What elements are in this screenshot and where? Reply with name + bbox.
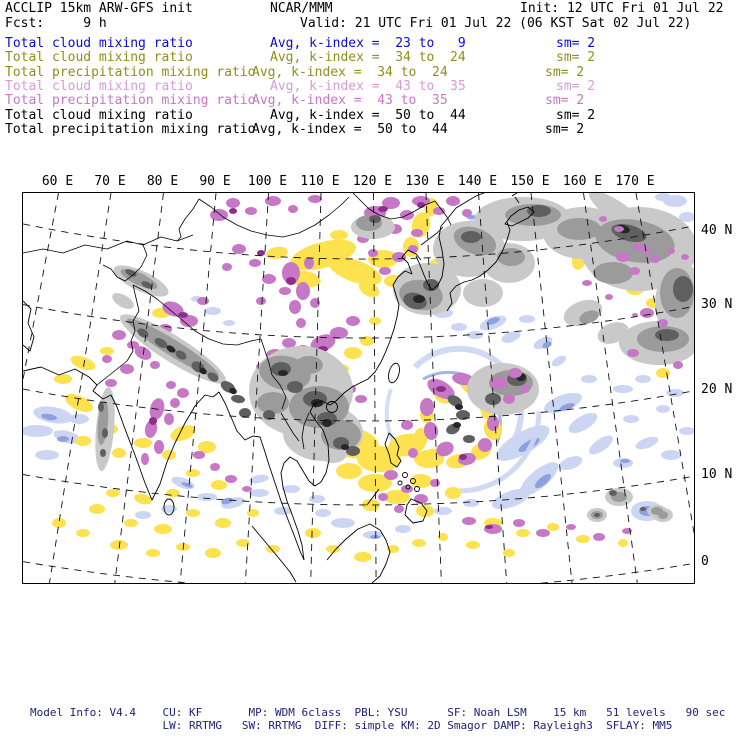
lat-label: 0 — [701, 554, 709, 569]
lon-label: 90 E — [199, 174, 231, 189]
k-index-stat: Avg, k-index = 50 to 44 — [270, 108, 466, 123]
weather-map — [22, 192, 695, 584]
k-index-stat: Avg, k-index = 34 to 24 — [252, 65, 448, 80]
legend-row — [0, 51, 740, 65]
lon-label: 170 E — [615, 174, 655, 189]
lon-label: 80 E — [146, 174, 179, 189]
lat-label: 20 N — [701, 382, 733, 397]
legend-row — [0, 37, 740, 51]
lon-label: 70 E — [94, 174, 126, 189]
k-index-stat: Avg, k-index = 43 to 35 — [252, 93, 448, 108]
legend-row — [0, 109, 740, 123]
lat-label: 30 N — [701, 297, 733, 312]
k-index-stat: Avg, k-index = 43 to 35 — [270, 79, 466, 94]
lon-label: 160 E — [562, 174, 603, 189]
k-index-stat: Avg, k-index = 34 to 24 — [270, 50, 466, 65]
field-label: Total cloud mixing ratio — [5, 36, 193, 51]
field-label: Total precipitation mixing ratio — [5, 65, 256, 80]
center-name: NCAR/MMM — [270, 1, 333, 16]
lon-label: 130 E — [405, 174, 445, 189]
lat-label: 10 N — [701, 467, 733, 482]
legend-row — [0, 123, 740, 137]
legend-row — [0, 80, 740, 94]
field-label: Total cloud mixing ratio — [5, 108, 193, 123]
legend-row — [0, 94, 740, 108]
smoothing-value: sm= 2 — [556, 50, 596, 65]
legend-row — [0, 66, 740, 80]
smoothing-value: sm= 2 — [556, 108, 596, 123]
model-title: ACCLIP 15km ARW-GFS init — [5, 1, 193, 16]
lon-label: 140 E — [457, 174, 498, 189]
model-info-line1: Model Info: V4.4 CU: KF MP: WDM 6class PBL: YSU SF: Noah LSM 15 km 51 levels 90 sec — [30, 706, 726, 719]
model-info-line2: LW: RRTMG SW: RRTMG DIFF: simple KM: 2D Smagor DAMP: Rayleigh3 SFLAY: MM5 — [30, 719, 673, 732]
smoothing-value: sm= 2 — [545, 122, 585, 137]
field-label: Total cloud mixing ratio — [5, 79, 193, 94]
lon-label: 120 E — [352, 174, 393, 189]
field-label: Total cloud mixing ratio — [5, 50, 193, 65]
smoothing-value: sm= 2 — [556, 79, 596, 94]
forecast-hour: Fcst: 9 h — [5, 16, 107, 31]
field-label: Total precipitation mixing ratio — [5, 93, 256, 108]
smoothing-value: sm= 2 — [545, 65, 585, 80]
smoothing-value: sm= 2 — [556, 36, 596, 51]
smoothing-value: sm= 2 — [545, 93, 585, 108]
k-index-stat: Avg, k-index = 23 to 9 — [270, 36, 466, 51]
valid-time: Valid: 21 UTC Fri 01 Jul 22 (06 KST Sat 02 Jul 22) — [300, 16, 692, 31]
lat-label: 40 N — [701, 223, 733, 238]
init-time: Init: 12 UTC Fri 01 Jul 22 — [520, 1, 724, 16]
weather-map-svg — [23, 193, 694, 583]
lon-label: 100 E — [247, 174, 288, 189]
lon-label: 110 E — [300, 174, 340, 189]
k-index-stat: Avg, k-index = 50 to 44 — [252, 122, 448, 137]
lon-label: 60 E — [41, 174, 74, 189]
field-label: Total precipitation mixing ratio — [5, 122, 256, 137]
lon-label: 150 E — [510, 174, 550, 189]
